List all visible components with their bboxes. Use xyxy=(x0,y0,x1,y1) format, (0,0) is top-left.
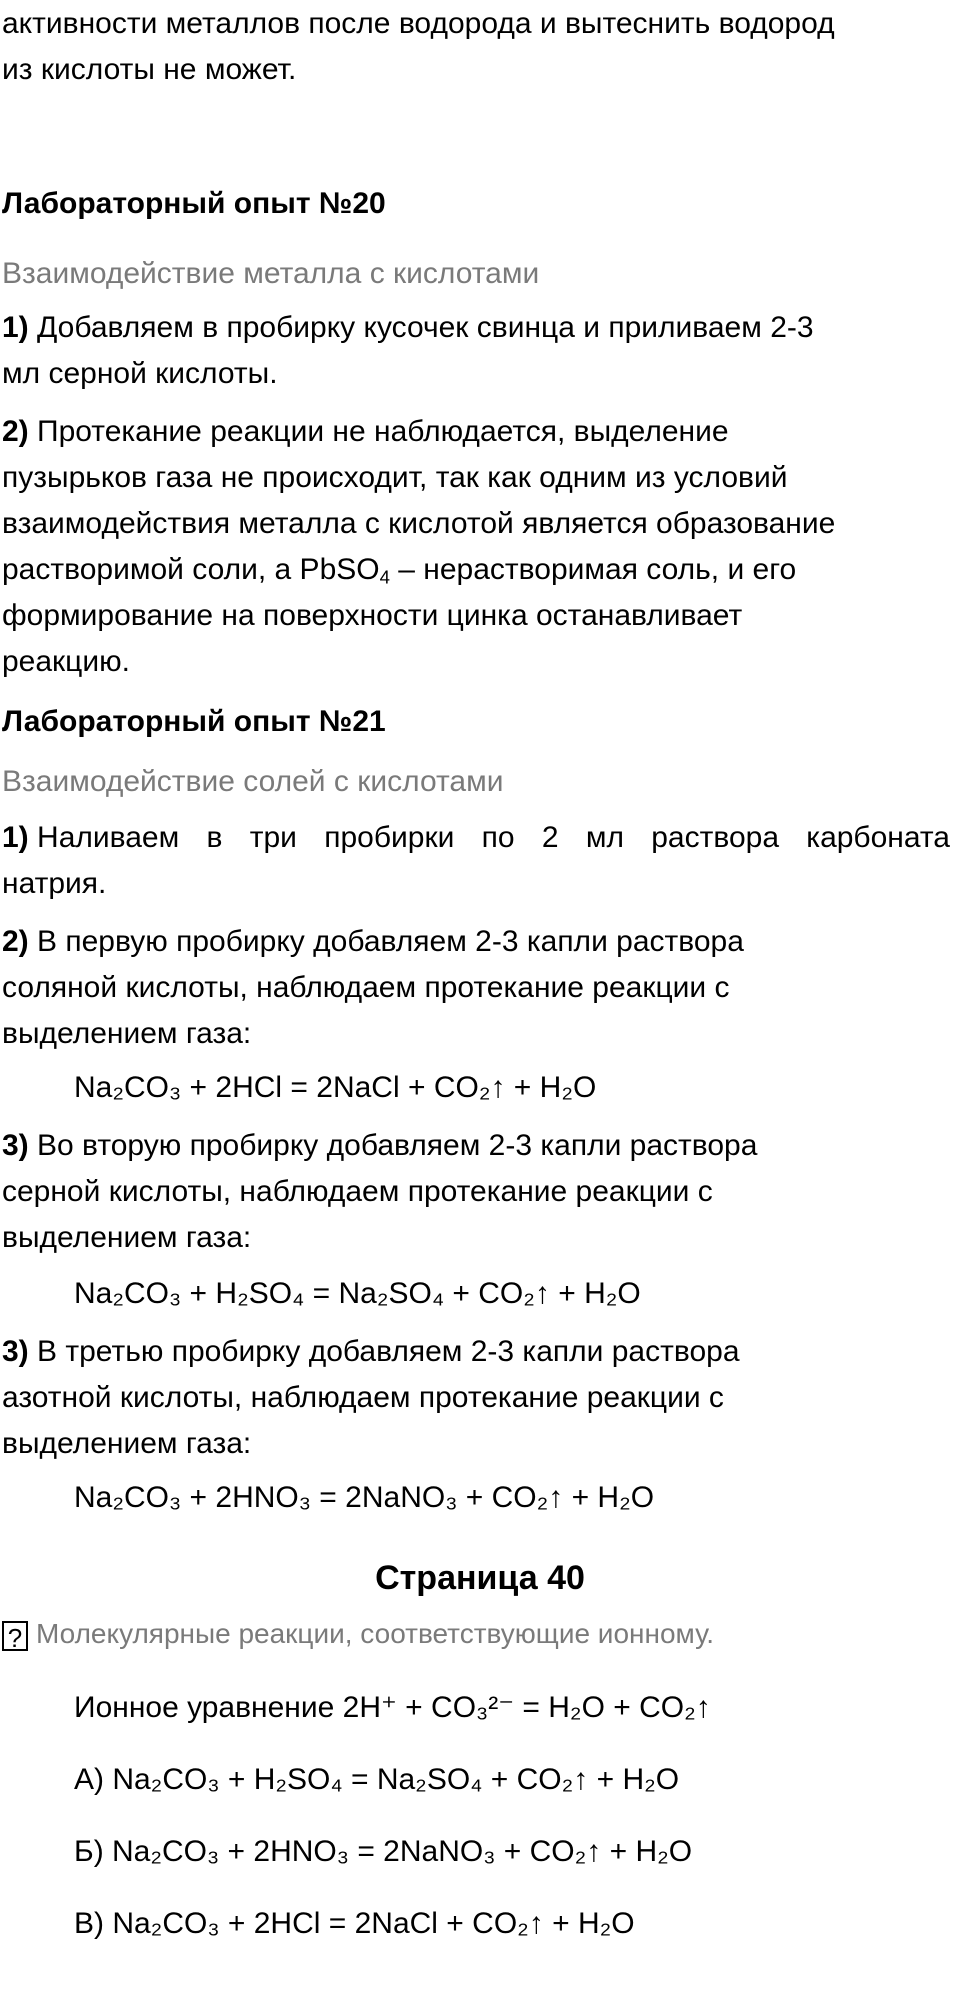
exp20-step2-line3: взаимодействия металла с кислотой является образование xyxy=(2,507,836,540)
exp21-step4-line2: азотной кислоты, наблюдаем протекание реакции с xyxy=(2,1381,724,1414)
exp21-title: Лабораторный опыт №21 xyxy=(2,705,386,738)
exp21-step3-line2: серной кислоты, наблюдаем протекание реакции с xyxy=(2,1175,713,1208)
exp21-step1-line1 xyxy=(2,816,950,860)
exp20-step1-line2: мл серной кислоты. xyxy=(2,357,278,390)
subscript: 4 xyxy=(379,566,390,588)
word: карбоната xyxy=(806,821,950,854)
step-number: 1) xyxy=(2,311,29,344)
exp21-subtitle: Взаимодействие солей с кислотами xyxy=(2,765,504,798)
exp21-step2-line2: соляной кислоты, наблюдаем протекание реакции с xyxy=(2,971,730,1004)
step-text: В третью пробирку добавляем 2-3 капли раствора xyxy=(37,1335,740,1368)
step-number: 3) xyxy=(2,1335,29,1368)
answer-a: А) Na₂CO₃ + H₂SO₄ = Na₂SO₄ + CO₂↑ + H₂O xyxy=(74,1763,680,1796)
word: три xyxy=(249,821,297,854)
exp20-step2-line2: пузырьков газа не происходит, так как одним из условий xyxy=(2,461,788,494)
answer-b: Б) Na₂CO₃ + 2HNO₃ = 2NaNO₃ + CO₂↑ + H₂O xyxy=(74,1835,693,1868)
exp20-step2-line1 xyxy=(2,410,729,454)
step-text: Протекание реакции не наблюдается, выделение xyxy=(37,415,729,448)
exp21-step4-line1 xyxy=(2,1330,740,1374)
step-text: Во вторую пробирку добавляем 2-3 капли раствора xyxy=(37,1129,758,1162)
step-text: Добавляем в пробирку кусочек свинца и приливаем 2-3 xyxy=(37,311,814,344)
exp21-step4-line3: выделением газа: xyxy=(2,1427,252,1460)
exp20-step2-line4 xyxy=(2,548,796,592)
word: мл xyxy=(585,821,624,854)
step-text: – нерастворимая соль, и его xyxy=(389,553,797,586)
ionic-equation: Ионное уравнение 2H⁺ + CO₃²⁻ = H₂O + CO₂↑ xyxy=(74,1691,711,1724)
question-text: Молекулярные реакции, соответствующие ионному. xyxy=(36,1618,715,1649)
step-text: В первую пробирку добавляем 2-3 капли раствора xyxy=(37,925,744,958)
intro-line-2: из кислоты не может. xyxy=(2,53,297,86)
equation-2: Na₂CO₃ + H₂SO₄ = Na₂SO₄ + CO₂↑ + H₂O xyxy=(74,1277,641,1310)
exp20-step1-line1 xyxy=(2,306,814,350)
word: по xyxy=(481,821,515,854)
word: в xyxy=(206,821,223,854)
page-40-title: Страница 40 xyxy=(375,1559,585,1597)
answer-c: В) Na₂CO₃ + 2HCl = 2NaCl + CO₂↑ + H₂O xyxy=(74,1907,635,1940)
question-line xyxy=(2,1612,714,1656)
exp21-step3-line3: выделением газа: xyxy=(2,1221,252,1254)
exp21-step2-line3: выделением газа: xyxy=(2,1017,252,1050)
step-number: 2) xyxy=(2,925,29,958)
exp20-step2-line5: формирование на поверхности цинка останавливает xyxy=(2,599,743,632)
exp21-step1-line2: натрия. xyxy=(2,867,107,900)
exp21-step2-line1 xyxy=(2,920,744,964)
equation-3: Na₂CO₃ + 2HNO₃ = 2NaNO₃ + CO₂↑ + H₂O xyxy=(74,1481,655,1514)
step-text: растворимой соли, а PbSO xyxy=(2,553,380,586)
step-number: 1) xyxy=(2,821,29,854)
exp20-step2-line6: реакцию. xyxy=(2,645,130,678)
word: Наливаем xyxy=(37,821,180,854)
equation-1: Na₂CO₃ + 2HCl = 2NaCl + CO₂↑ + H₂O xyxy=(74,1071,597,1104)
exp21-step3-line1 xyxy=(2,1124,757,1168)
intro-line-1: активности металлов после водорода и вытеснить водород xyxy=(2,7,835,40)
word: 2 xyxy=(541,821,559,854)
question-mark-icon: ? xyxy=(2,1621,28,1651)
exp20-title: Лабораторный опыт №20 xyxy=(2,187,386,220)
step-number: 2) xyxy=(2,415,29,448)
exp20-subtitle: Взаимодействие металла с кислотами xyxy=(2,257,540,290)
word: раствора xyxy=(651,821,779,854)
step-number: 3) xyxy=(2,1129,29,1162)
word: пробирки xyxy=(324,821,455,854)
